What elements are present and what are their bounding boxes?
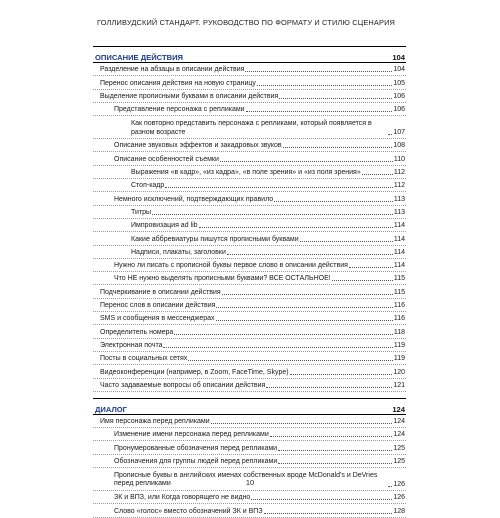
toc-entry-text: Обозначения для группы людей перед репликами xyxy=(114,458,278,466)
dot-leader xyxy=(216,307,392,308)
toc-entry[interactable] xyxy=(93,428,406,441)
toc-entry-label xyxy=(93,341,394,351)
toc-entry[interactable] xyxy=(93,272,406,285)
toc-entry-text: Перенос слов в описании действия xyxy=(100,302,216,310)
toc-entry-text: Немного исключений, подтверждающих правило xyxy=(114,195,274,203)
toc-entry-page: 116 xyxy=(393,302,405,310)
toc-entry[interactable] xyxy=(93,285,406,298)
toc-entry-text: SMS и сообщения в мессенджерах xyxy=(100,315,215,323)
dot-leader xyxy=(165,187,393,188)
toc-entry-label xyxy=(93,261,394,271)
toc-entry-page: 116 xyxy=(393,315,405,323)
dot-leader xyxy=(270,436,393,437)
toc-entry-label xyxy=(93,274,394,284)
toc-entry-label xyxy=(93,208,394,218)
toc-entry-text: Как повторно представить персонажа с репликами, который появляется в разном возрасте xyxy=(131,120,372,136)
toc-entry-page: 108 xyxy=(393,142,405,150)
toc-entry-label xyxy=(93,381,393,391)
section-title: ОПИСАНИЕ ДЕЙСТВИЯ xyxy=(95,53,183,62)
toc-entry-page: 125 xyxy=(393,444,405,452)
toc-entry[interactable] xyxy=(93,192,406,205)
dot-leader xyxy=(388,134,392,135)
toc-entry[interactable] xyxy=(93,379,406,392)
section-title: ДИАЛОГ xyxy=(95,404,127,414)
toc-entry-label xyxy=(93,444,393,454)
toc-entry-label xyxy=(93,221,394,231)
toc-entry-page: 106 xyxy=(393,106,405,114)
toc-entry[interactable] xyxy=(93,365,406,378)
toc-entry-label xyxy=(93,248,394,258)
dot-leader xyxy=(163,347,392,348)
toc-entry-text: Слово «голос» вместо обозначений ЗК и ВПЗ xyxy=(114,507,263,515)
toc-entry-label xyxy=(93,417,393,427)
dot-leader xyxy=(300,241,393,242)
toc-entry-label xyxy=(93,457,393,467)
dot-leader xyxy=(222,294,393,295)
toc-entry-page: 115 xyxy=(393,288,405,296)
toc-entry-text: ЗК и ВПЗ, или Когда говорящего не видно xyxy=(114,494,251,502)
toc-entry[interactable] xyxy=(93,455,406,468)
toc-entry[interactable] xyxy=(93,504,406,517)
toc-entry[interactable] xyxy=(93,325,406,338)
toc-entry-label xyxy=(93,507,393,517)
toc-entry-page: 104 xyxy=(393,66,405,74)
toc-entry[interactable] xyxy=(93,259,406,272)
toc-entry-page: 114 xyxy=(393,222,405,230)
toc-entry-label xyxy=(93,493,393,503)
toc-entry-label xyxy=(93,79,393,89)
dot-leader xyxy=(362,174,393,175)
table-of-contents xyxy=(93,46,406,518)
toc-entry[interactable] xyxy=(93,232,406,245)
dot-leader xyxy=(283,147,393,148)
toc-entry-text: Подчеркивание в описании действия xyxy=(100,288,221,296)
toc-entry-page: 115 xyxy=(393,275,405,283)
section-page: 124 xyxy=(392,404,405,414)
toc-entry-page: 112 xyxy=(393,169,405,177)
toc-entry[interactable] xyxy=(93,63,406,76)
toc-entry-text: Выделение прописными буквами в описании действия xyxy=(100,92,279,100)
page-number: 10 xyxy=(245,478,255,487)
toc-entry-page: 112 xyxy=(393,182,405,190)
toc-entry-page: 114 xyxy=(393,235,405,243)
toc-entry-text: Имя персонажа перед репликами xyxy=(100,418,210,426)
toc-entry[interactable] xyxy=(93,90,406,103)
toc-entry-page: 124 xyxy=(393,431,405,439)
toc-entry-page: 126 xyxy=(393,481,405,489)
toc-entry-text: Пронумерованные обозначения перед репликами xyxy=(114,444,278,452)
toc-entry-text: Описание звуковых эффектов и закадровых звуков xyxy=(114,142,282,150)
toc-entry-page: 124 xyxy=(393,418,405,426)
toc-entry[interactable] xyxy=(93,339,406,352)
toc-entry-label xyxy=(93,168,394,178)
toc-entry-label xyxy=(93,288,394,298)
dot-leader xyxy=(220,161,393,162)
toc-entry-page: 125 xyxy=(393,458,405,466)
toc-entry-label xyxy=(93,354,394,364)
dot-leader xyxy=(257,85,392,86)
toc-entry-page: 114 xyxy=(393,262,405,270)
toc-entry[interactable] xyxy=(93,103,406,116)
toc-entry-page: 119 xyxy=(393,355,405,363)
section-heading[interactable] xyxy=(93,399,406,414)
dot-leader xyxy=(266,387,392,388)
toc-entry-page: 114 xyxy=(393,248,405,256)
toc-entry[interactable] xyxy=(93,116,406,139)
dot-leader xyxy=(188,360,393,361)
toc-entry[interactable] xyxy=(93,352,406,365)
toc-entry-label xyxy=(93,105,393,115)
toc-entry-text: Разделение на абзацы в описании действия xyxy=(100,66,245,74)
dot-leader xyxy=(246,111,393,112)
toc-entry-page: 107 xyxy=(393,129,405,137)
toc-entry-page: 113 xyxy=(393,208,405,216)
section-page: 104 xyxy=(392,53,405,62)
toc-entry-label xyxy=(93,430,393,440)
dot-leader xyxy=(290,374,393,375)
toc-entry-page: 120 xyxy=(393,368,405,376)
toc-entry[interactable] xyxy=(93,299,406,312)
toc-entry-label xyxy=(93,328,394,338)
toc-entry-label xyxy=(93,368,393,378)
dot-leader xyxy=(199,227,393,228)
toc-entry-text: Электронная почта xyxy=(100,341,163,349)
dot-leader xyxy=(152,214,393,215)
toc-entry-page: 105 xyxy=(393,79,405,87)
dot-leader xyxy=(245,71,392,72)
toc-entry-label xyxy=(93,235,394,245)
toc-entry-text: Определитель номера xyxy=(100,328,174,336)
toc-entry-label xyxy=(93,314,394,324)
dot-leader xyxy=(216,320,393,321)
toc-entry-text: Импровизация ad lib xyxy=(131,222,198,230)
toc-entry-label xyxy=(93,65,393,75)
dot-leader xyxy=(278,463,392,464)
toc-entry-text: Посты в социальных сетях xyxy=(100,355,188,363)
toc-entry[interactable] xyxy=(93,246,406,259)
dot-leader xyxy=(279,98,392,99)
toc-entry-text: Надписи, плакаты, заголовки xyxy=(131,248,226,256)
toc-entry-text: Представление персонажа с репликами xyxy=(114,106,245,114)
toc-entry-page: 126 xyxy=(393,494,405,502)
toc-entry[interactable] xyxy=(93,206,406,219)
toc-entry-label xyxy=(93,301,394,311)
toc-entry-page: 110 xyxy=(393,155,405,163)
toc-entry[interactable] xyxy=(93,179,406,192)
dot-leader xyxy=(274,201,393,202)
toc-entry-text: Что НЕ нужно выделять прописными буквами? ВСЕ ОСТАЛЬНОЕ! xyxy=(114,275,331,283)
toc-entry-text: Стоп-кадр xyxy=(131,182,165,190)
toc-entry-label xyxy=(93,195,394,205)
dot-leader xyxy=(332,280,393,281)
dot-leader xyxy=(264,513,393,514)
toc-entry-label xyxy=(93,141,393,151)
toc-entry-text: Изменение имени персонажа перед репликами xyxy=(114,431,269,439)
toc-entry-text: Выражения «в кадр», «из кадра», «в поле зрения» и «из поля зрения» xyxy=(131,169,361,177)
toc-entry[interactable] xyxy=(93,139,406,152)
toc-entry-page: 118 xyxy=(393,328,405,336)
toc-entry[interactable] xyxy=(93,312,406,325)
running-title: ГОЛЛИВУДСКИЙ СТАНДАРТ. РУКОВОДСТВО ПО ФОРМАТУ И СТИЛЮ СЦЕНАРИЯ xyxy=(97,18,396,27)
toc-entry[interactable] xyxy=(93,491,406,504)
dot-leader xyxy=(278,450,392,451)
toc-entry-page: 119 xyxy=(393,341,405,349)
toc-entry-text: Видеоконференции (например, в Zoom, FaceTime, Skype) xyxy=(100,368,289,376)
toc-entry-text: Титры xyxy=(131,208,152,216)
toc-entry[interactable] xyxy=(93,76,406,89)
toc-entry-text: Какие аббревиатуры пишутся прописными буквами xyxy=(131,235,299,243)
toc-entry-text: Нужно ли писать с прописной буквы первое слово в описании действия xyxy=(114,262,348,270)
toc-entry-text: Описание особенностей съемки xyxy=(114,155,219,163)
toc-entry-text: Перенос описания действия на новую страницу xyxy=(100,79,256,87)
toc-entry-page: 113 xyxy=(393,195,405,203)
toc-entry-label xyxy=(93,155,394,165)
toc-entry-text: Прописные буквы в английских именах собственных вроде McDonald’s и DeVries перед репликами xyxy=(114,471,378,488)
toc-entry[interactable] xyxy=(93,415,406,428)
dot-leader xyxy=(211,423,393,424)
dot-leader xyxy=(227,254,393,255)
toc-entry[interactable] xyxy=(93,166,406,179)
dot-leader xyxy=(349,267,393,268)
toc-entry-label xyxy=(93,92,393,102)
dot-leader xyxy=(174,334,393,335)
toc-entry-label xyxy=(93,120,393,138)
toc-entry-page: 106 xyxy=(393,92,405,100)
toc-entry-page: 128 xyxy=(393,507,405,515)
toc-entry[interactable] xyxy=(93,219,406,232)
toc-entry-page: 121 xyxy=(393,381,405,389)
toc-entry-text: Часто задаваемые вопросы об описании действия xyxy=(100,381,266,389)
toc-entry-label xyxy=(93,181,394,191)
toc-entry[interactable] xyxy=(93,152,406,165)
section-heading[interactable] xyxy=(93,47,406,62)
toc-entry[interactable] xyxy=(93,441,406,454)
